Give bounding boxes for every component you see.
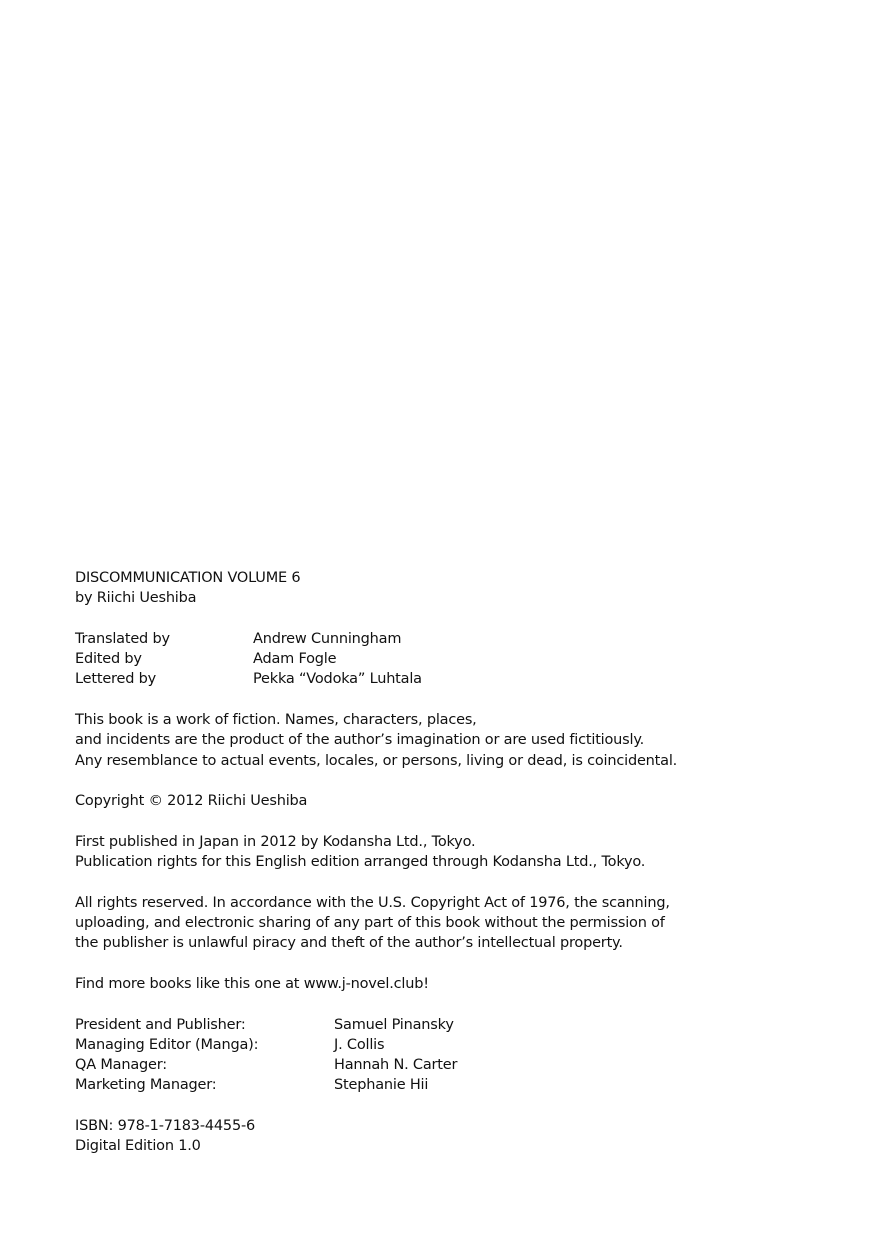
rights-line: the publisher is unlawful piracy and theft of the author’s intellectual property. <box>75 935 623 952</box>
spacer <box>75 812 835 832</box>
book-title: DISCOMMUNICATION VOLUME 6 <box>75 570 301 586</box>
notice-line: and incidents are the product of the author’s imagination or are used fictitiously. <box>75 732 645 749</box>
staff-row <box>75 1015 835 1035</box>
staff-row <box>75 1075 835 1095</box>
credit-role: Lettered by <box>75 671 156 688</box>
spacer <box>75 690 835 710</box>
credit-role: Translated by <box>75 630 170 647</box>
author-byline: by Riichi Ueshiba <box>75 590 197 607</box>
isbn-line: ISBN: 978-1-7183-4455-6 <box>75 1118 256 1135</box>
publication-line: Publication rights for this English edition arranged through Kodansha Ltd., Tokyo. <box>75 854 646 871</box>
notice-line: This book is a work of fiction. Names, characters, places, <box>75 712 477 729</box>
rights-notice <box>75 893 835 954</box>
credit-role: Edited by <box>75 651 142 668</box>
staff-role: QA Manager: <box>75 1057 167 1074</box>
spacer <box>75 994 835 1014</box>
edition-line: Digital Edition 1.0 <box>75 1138 201 1155</box>
publication-notice <box>75 832 835 873</box>
spacer <box>75 609 835 629</box>
staff-row <box>75 1055 835 1075</box>
copyright-page <box>75 568 835 1157</box>
rights-line: All rights reserved. In accordance with the U.S. Copyright Act of 1976, the scanning, <box>75 894 670 911</box>
copyright-line: Copyright © 2012 Riichi Ueshiba <box>75 793 308 810</box>
publication-line: First published in Japan in 2012 by Kodansha Ltd., Tokyo. <box>75 833 476 850</box>
spacer <box>75 954 835 974</box>
staff-role: Marketing Manager: <box>75 1077 217 1094</box>
notice-line: Any resemblance to actual events, locales, or persons, living or dead, is coincidental. <box>75 752 678 769</box>
spacer <box>75 1096 835 1116</box>
credit-row <box>75 669 835 689</box>
spacer <box>75 771 835 791</box>
credit-name: Adam Fogle <box>253 651 337 668</box>
staff-name: Stephanie Hii <box>334 1077 429 1094</box>
staff-row <box>75 1035 835 1055</box>
find-more-line: Find more books like this one at www.j-novel.club! <box>75 975 429 992</box>
fiction-notice <box>75 710 835 771</box>
staff-role: Managing Editor (Manga): <box>75 1036 259 1053</box>
staff-name: J. Collis <box>334 1036 385 1053</box>
rights-line: uploading, and electronic sharing of any part of this book without the permission of <box>75 915 665 932</box>
credit-row <box>75 629 835 649</box>
staff-name: Samuel Pinansky <box>334 1016 454 1033</box>
credit-name: Andrew Cunningham <box>253 630 402 647</box>
staff-role: President and Publisher: <box>75 1016 246 1033</box>
spacer <box>75 872 835 892</box>
credit-name: Pekka “Vodoka” Luhtala <box>253 671 422 688</box>
credit-row <box>75 649 835 669</box>
staff-block <box>75 1015 835 1096</box>
staff-name: Hannah N. Carter <box>334 1057 458 1074</box>
credits-block <box>75 629 835 690</box>
